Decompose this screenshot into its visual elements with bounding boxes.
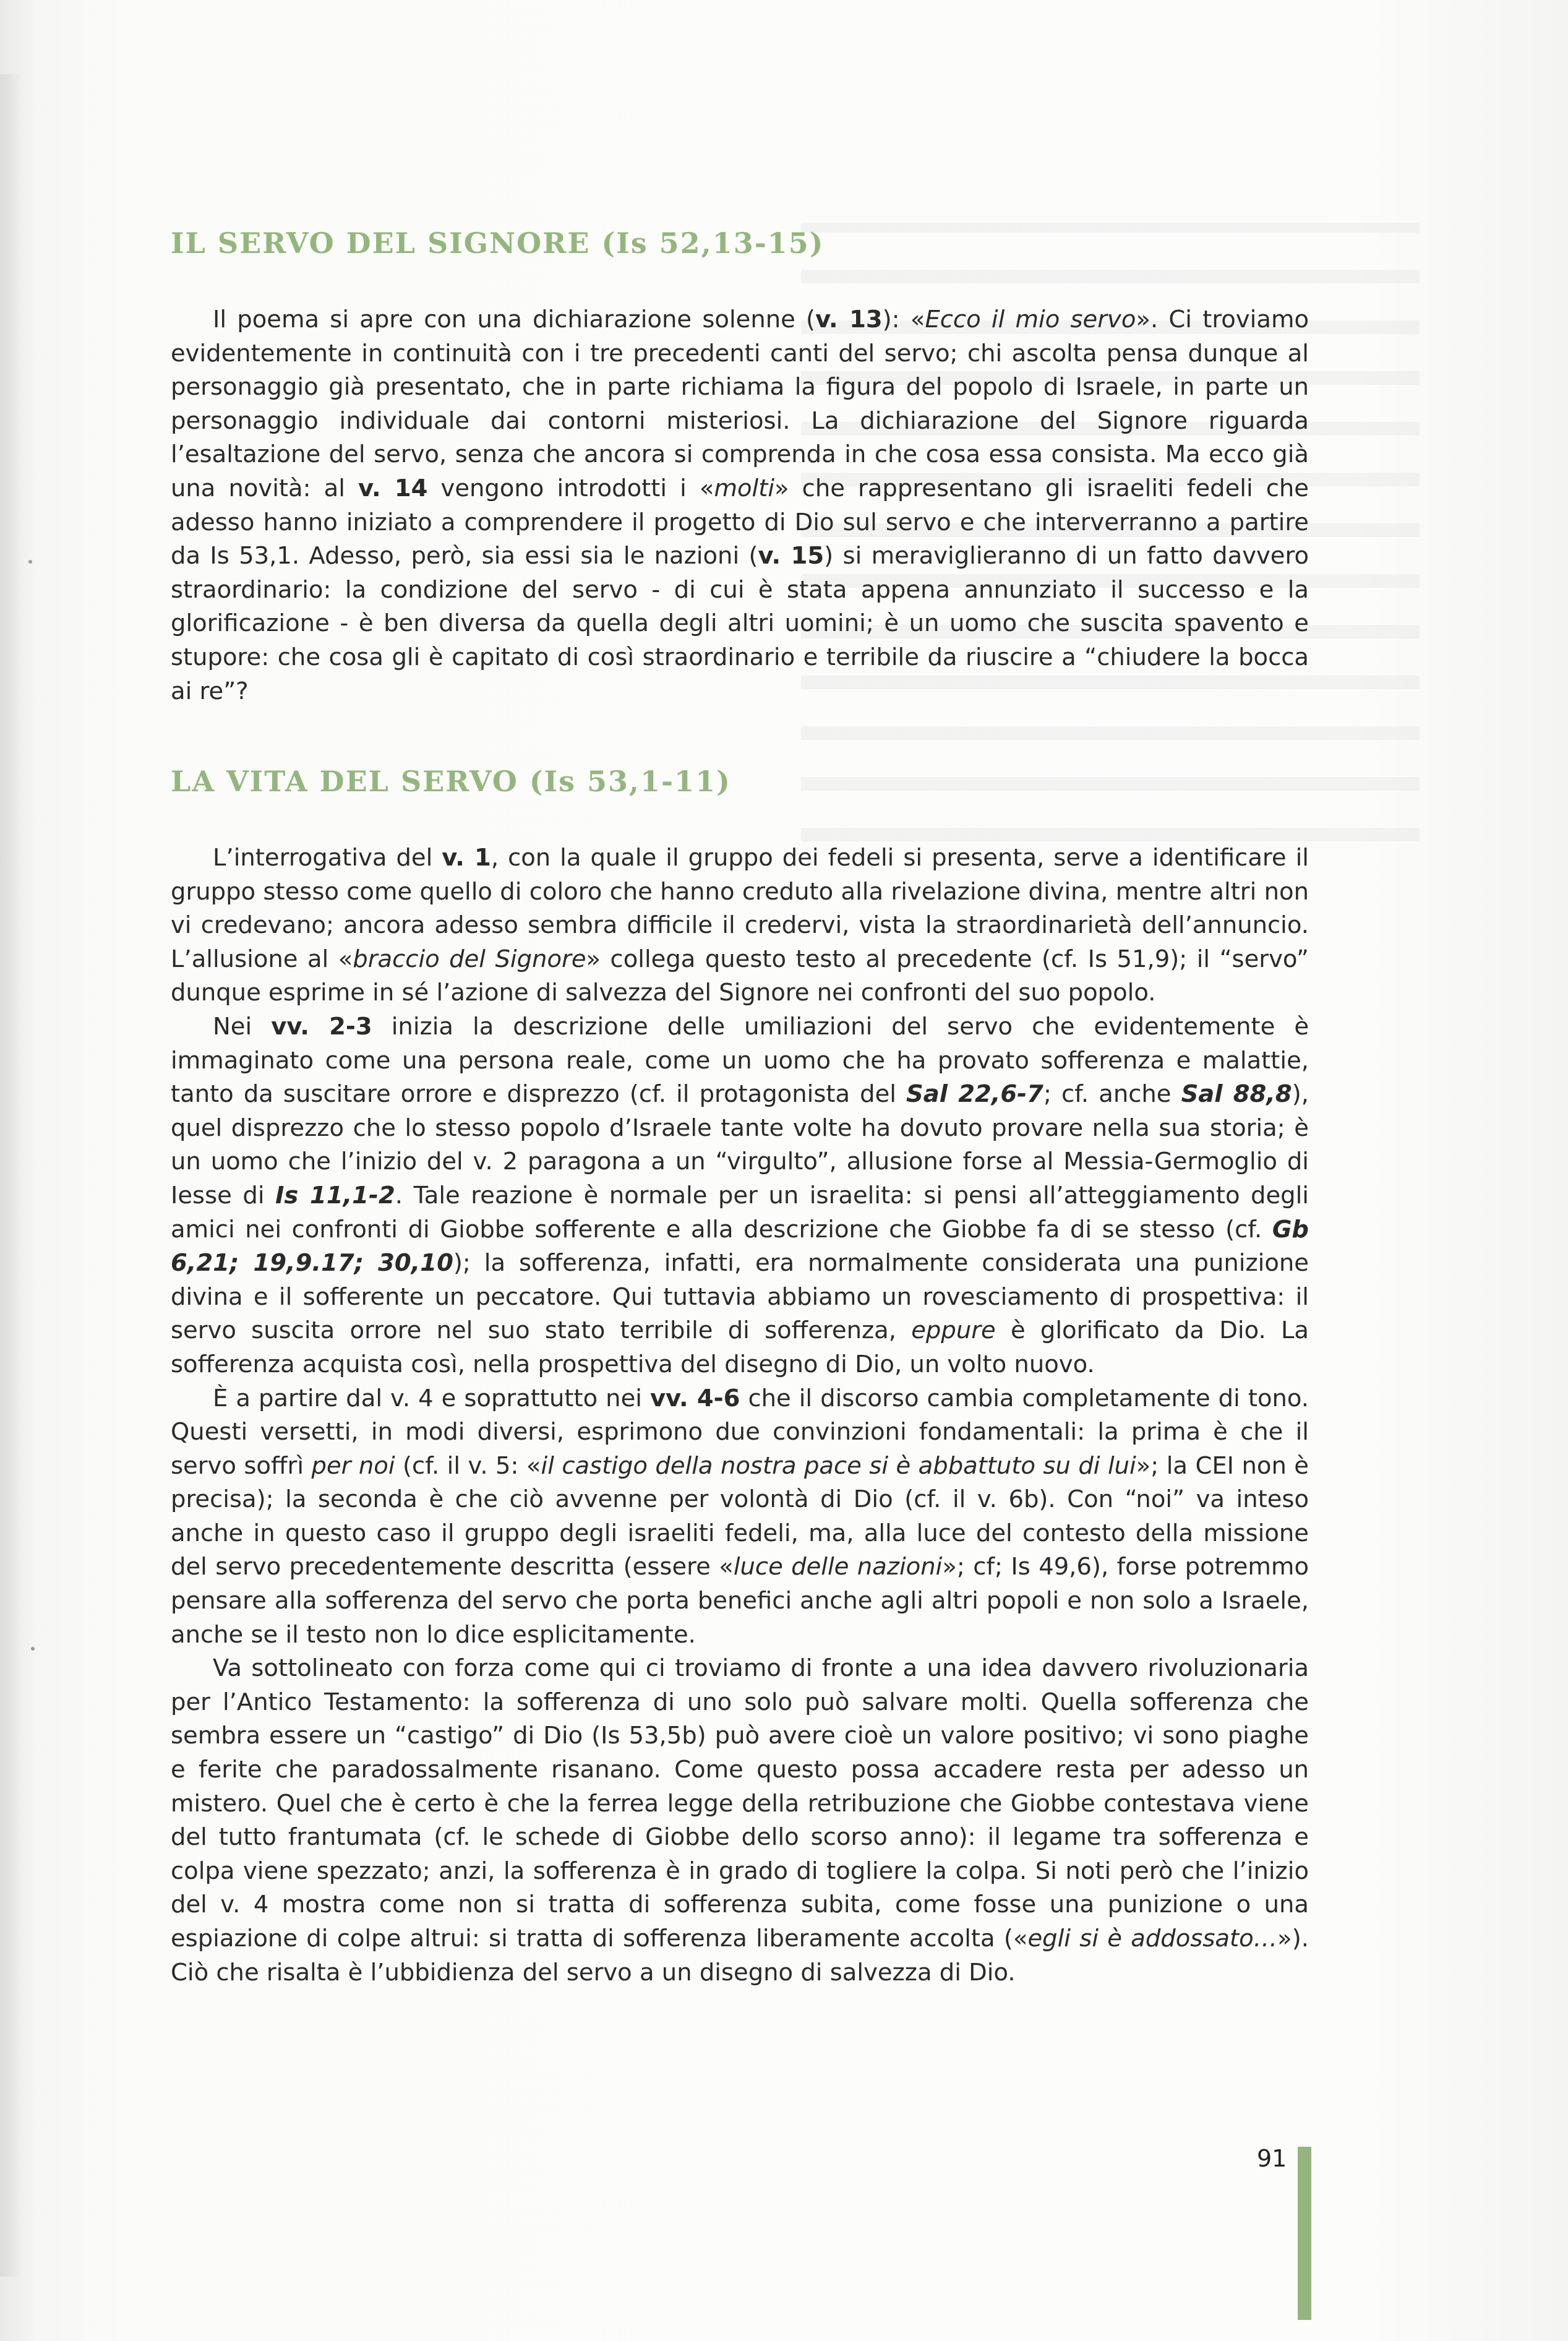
body-paragraph <box>171 1652 1309 1990</box>
paragraph-text: ) si meraviglieranno di un fatto davvero straordinario: la condizione del servo - di cui è stata appena annunziato il successo e la glorificazione - è ben diversa da quella degli altri uomini; è un uomo che suscita spavento e stupore: che cosa gli è capitato di così straordinario e terribile da riuscire a “chiudere la bocca ai re”? <box>171 542 1309 705</box>
page-number: 91 <box>1257 2145 1287 2172</box>
quote-text: luce delle nazioni <box>733 1553 943 1581</box>
quote-text: egli si è addossato… <box>1027 1925 1278 1952</box>
paragraph-text: »; cf; Is 49,6), forse potremmo pensare alla sofferenza del servo che porta benefici anche agli altri popoli e non solo a Israele, anche se il testo non lo dice esplicitamente. <box>171 1553 1309 1649</box>
paragraph-text: Va sottolineato con forza come qui ci troviamo di fronte a una idea davvero rivoluzionaria per l’Antico Testamento: la sofferenza di uno solo può salvare molti. Quella sofferenza che sembra essere un “castigo” di Dio (Is 53,5b) può avere cioè un valore positivo; vi sono piaghe e ferite che paradossalmente risanano. Come questo possa accadere resta per adesso un mistero. Quel che è certo è che la ferrea legge della retribuzione che Giobbe contestava viene del tutto frantumata (cf. le schede di Giobbe dello scorso anno): il legame tra sofferenza e colpa viene spezzato; anzi, la sofferenza è in grado di togliere la colpa. Si noti però che l’inizio del v. 4 mostra come non si tratta di sofferenza subita, come fosse una punizione o una espiazione di colpe altrui: si tratta di sofferenza liberamente accolta (« <box>171 1654 1309 1952</box>
quote-text: molti <box>714 474 775 502</box>
section-heading-servo-del-signore: IL SERVO DEL SIGNORE (Is 52,13-15) <box>171 226 825 260</box>
reference-text: v. 13 <box>815 306 883 333</box>
paragraph-text: L’interrogativa del <box>213 844 442 872</box>
paragraph-text: » collega questo testo al precedente (cf. Is 51,9); il “servo” dunque esprime in sé l’azione di salvezza del Signore nei confronti del suo popolo. <box>171 945 1309 1007</box>
paragraph-text: ); la sofferenza, infatti, era normalmente considerata una punizione divina e il sofferente un peccatore. Qui tuttavia abbiamo un rovesciamento di prospettiva: il servo suscita orrore nel suo stato terribile di sofferenza, <box>171 1249 1309 1345</box>
reference-text: Gb 6,21; 19,9.17; 30,10 <box>171 1215 1309 1278</box>
paragraph-text: . Tale reazione è normale per un israelita: si pensi all’atteggiamento degli amici nei confronti di Giobbe sofferente e alla descrizione che Giobbe fa di se stesso (cf. <box>171 1181 1309 1244</box>
paragraph-text: ): « <box>882 306 925 333</box>
reference-text: v. 1 <box>442 844 491 872</box>
paragraph-text: ), quel disprezzo che lo stesso popolo d’Israele tante volte ha dovuto provare nella sua storia; è un uomo che l’inizio del v. 2 paragona a un “virgulto”, allusione forse al Messia-Germoglio di Iesse di <box>171 1080 1309 1209</box>
reference-text: vv. 4-6 <box>650 1384 740 1412</box>
body-paragraph <box>171 1382 1309 1652</box>
paragraph-text: »). Ciò che risalta è l’ubbidienza del servo a un disegno di salvezza di Dio. <box>171 1925 1309 1987</box>
reference-text: Sal 88,8 <box>1181 1080 1292 1109</box>
section-heading-vita-del-servo: LA VITA DEL SERVO (Is 53,1-11) <box>171 765 731 798</box>
paragraph-text: È a partire dal v. 4 e soprattutto nei <box>213 1384 650 1412</box>
quote-text: Ecco il mio servo <box>925 306 1136 333</box>
reference-text: v. 14 <box>358 474 428 502</box>
margin-dot <box>28 560 32 564</box>
page-fold-shadow <box>0 74 22 2277</box>
page-accent-bar <box>1298 2147 1311 2320</box>
paragraph-text: »; la CEI non è precisa); la seconda è che ciò avvenne per volontà di Dio (cf. il v. 6b). Con “noi” va inteso anche in questo caso il gruppo degli israeliti fedeli, ma, alla luce del contesto della missione del servo precedentemente descritta (essere « <box>171 1451 1309 1581</box>
quote-text: il castigo della nostra pace si è abbattuto su di lui <box>541 1451 1136 1480</box>
paragraph-text: (cf. il v. 5: « <box>395 1451 541 1480</box>
section-body-vita-del-servo <box>171 841 1309 1990</box>
body-paragraph <box>171 303 1309 708</box>
paragraph-text: Nei <box>213 1012 272 1041</box>
quote-text: per noi <box>311 1451 395 1480</box>
paragraph-text: inizia la descrizione delle umiliazioni del servo che evidentemente è immaginato come una persona reale, come un uomo che ha provato sofferenza e malattie, tanto da suscitare orrore e disprezzo (cf. il protagonista del <box>171 1012 1309 1109</box>
reference-text: Is 11,1-2 <box>275 1181 395 1209</box>
body-paragraph <box>171 841 1309 1010</box>
paragraph-text: vengono introdotti i « <box>427 474 714 502</box>
body-paragraph <box>171 1010 1309 1382</box>
paragraph-text: , con la quale il gruppo dei fedeli si presenta, serve a identificare il gruppo stesso come quello di coloro che hanno creduto alla rivelazione divina, mentre altri non vi credevano; ancora adesso sembra difficile il credervi, vista la straordinarietà dell’annuncio. L’allusione al « <box>171 844 1309 973</box>
reference-text: v. 15 <box>758 542 825 570</box>
paragraph-text: Il poema si apre con una dichiarazione solenne ( <box>213 306 816 333</box>
quote-text: braccio del Signore <box>353 945 586 973</box>
paragraph-text: che il discorso cambia completamente di tono. Questi versetti, in modi diversi, esprimono due convinzioni fondamentali: la prima è che il servo soffrì <box>171 1384 1309 1480</box>
section-body-servo-del-signore <box>171 303 1309 708</box>
reference-text: Sal 22,6-7 <box>906 1080 1043 1109</box>
paragraph-text: » che rappresentano gli israeliti fedeli che adesso hanno iniziato a comprendere il progetto di Dio sul servo e che interverranno a partire da Is 53,1. Adesso, però, sia essi sia le nazioni ( <box>171 474 1309 570</box>
paragraph-text: è glorificato da Dio. La sofferenza acquista così, nella prospettiva del disegno di Dio, un volto nuovo. <box>171 1317 1309 1378</box>
paragraph-text: ». Ci troviamo evidentemente in continuità con i tre precedenti canti del servo; chi ascolta pensa dunque al personaggio già presentato, che in parte richiama la figura del popolo di Israele, in parte un personaggio individuale dai contorni misteriosi. La dichiarazione del Signore riguarda l’esaltazione del servo, senza che ancora si comprenda in che cosa essa consista. Ma ecco già una novità: al <box>171 306 1309 502</box>
margin-dot <box>31 1647 35 1651</box>
quote-text: eppure <box>911 1317 996 1345</box>
reference-text: vv. 2-3 <box>271 1012 372 1041</box>
paragraph-text: ; cf. anche <box>1043 1080 1181 1109</box>
